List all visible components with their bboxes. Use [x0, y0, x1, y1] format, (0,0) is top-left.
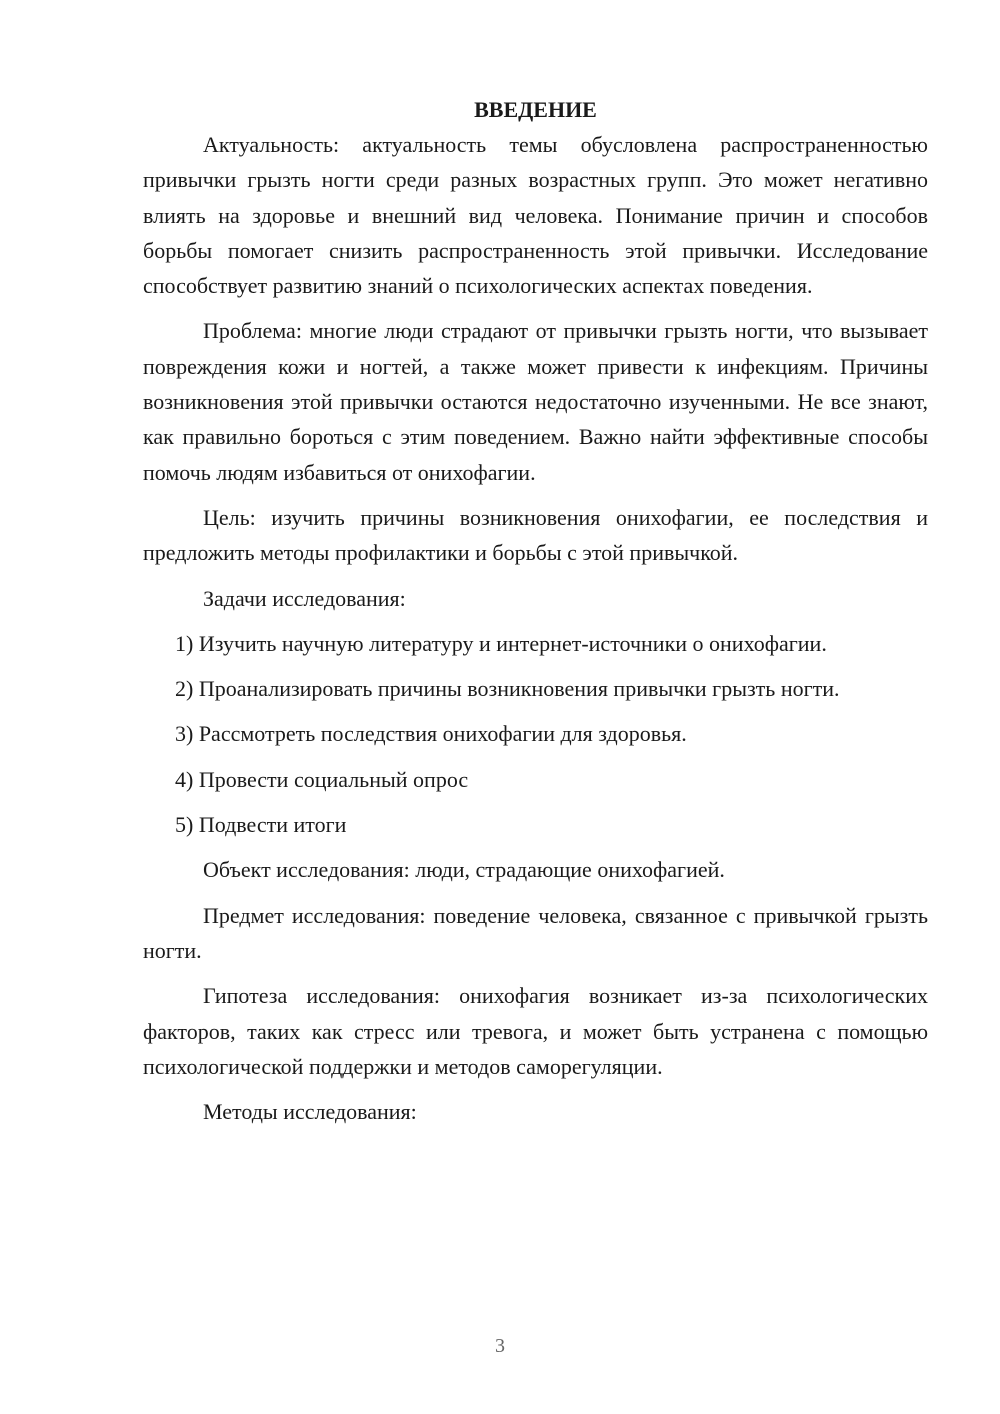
methods-heading: Методы исследования:: [203, 1099, 417, 1125]
page-title: ВВЕДЕНИЕ: [474, 97, 597, 122]
page-number: 3: [495, 1335, 505, 1357]
object-paragraph: Объект исследования: люди, страдающие онихофагией.: [203, 857, 725, 883]
tasks-heading: Задачи исследования:: [203, 585, 406, 611]
task-item: 3) Рассмотреть последствия онихофагии для здоровья.: [175, 721, 687, 747]
relevance-paragraph: Актуальность: актуальность темы обусловлена распространенностью привычки грызть ногти среди разных возрастных групп. Это может негативно влиять на здоровье и внешний вид человека. Понимание причин и способов борьбы помогает снизить распространенность этой привычки. Исследование способствует развитию знаний о психологических аспектах поведения.: [143, 132, 928, 299]
problem-paragraph: Проблема: многие люди страдают от привычки грызть ногти, что вызывает повреждения кожи и ногтей, а также может привести к инфекциям. Причины возникновения этой привычки остаются недостаточно изученными. Не все знают, как правильно бороться с этим поведением. Важно найти эффективные способы помочь людям избавиться от онихофагии.: [143, 318, 928, 485]
task-item: 4) Провести социальный опрос: [175, 766, 469, 792]
task-item: 5) Подвести итоги: [175, 812, 347, 838]
subject-paragraph: Предмет исследования: поведение человека, связанное с привычкой грызть ногти.: [143, 902, 928, 963]
task-item: 2) Проанализировать причины возникновения привычки грызть ногти.: [175, 676, 840, 702]
goal-paragraph: Цель: изучить причины возникновения онихофагии, ее последствия и предложить методы профилактики и борьбы с этой привычкой.: [143, 504, 928, 566]
task-item: 1) Изучить научную литературу и интернет-источники о онихофагии.: [175, 630, 827, 656]
hypothesis-paragraph: Гипотеза исследования: онихофагия возникает из-за психологических факторов, таких как стресс или тревога, и может быть устранена с помощью психологической поддержки и методов саморегуляции.: [143, 983, 928, 1079]
document-page: [143, 92, 928, 1139]
